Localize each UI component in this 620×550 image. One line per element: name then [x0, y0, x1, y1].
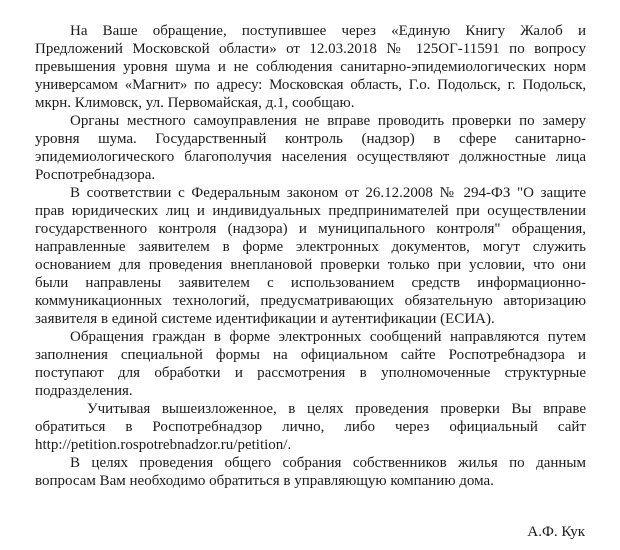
paragraph-conclusion [35, 400, 586, 454]
text-line: универсамом «Магнит» по адресу: Московская область, Г.о. Подольск, г. Подольск, [35, 77, 586, 93]
text-line: государственного контроля (надзора) и муниципального контроля" обращения, [35, 221, 586, 237]
text-line: были направлены заявителем с использованием средств информационно- [35, 275, 586, 291]
text-line: поступают для обработки и рассмотрения в уполномоченные структурные [35, 365, 586, 381]
text-line: вопросам Вам необходимо обратиться в управляющую компанию дома. [35, 473, 494, 489]
text-line: На Ваше обращение, поступившее через «Единую Книгу Жалоб и [70, 23, 586, 39]
text-line: мкрн. Климовск, ул. Первомайская, д.1, сообщаю. [35, 95, 355, 111]
text-line: Органы местного самоуправления не вправе проводить проверки по замеру [70, 113, 586, 129]
text-line: Предложений Московской области» от 12.03.2018 № 125ОГ-11591 по вопросу [35, 41, 586, 57]
paragraph-owners-meeting [35, 454, 586, 490]
text-line: В целях проведения общего собрания собственников жилья по данным [70, 455, 586, 471]
text-line: Обращения граждан в форме электронных сообщений направляются путем [70, 329, 586, 345]
text-line: обратиться в Роспотребнадзор лично, либо через официальный сайт [35, 419, 586, 435]
text-line: Учитывая вышеизложенное, в целях проведения проверки Вы вправе [87, 401, 586, 417]
paragraph-electronic-requests [35, 328, 586, 400]
signature: А.Ф. Кук [527, 524, 585, 540]
text-line: уровня шума. Государственный контроль (надзор) в сфере санитарно- [35, 131, 586, 147]
petition-url: http://petition.rospotrebnadzor.ru/petition/. [35, 437, 292, 453]
text-line: В соответствии с Федеральным законом от 26.12.2008 № 294-ФЗ "О защите [70, 185, 586, 201]
text-line: направленные заявителем в форме электронных документов, могут служить [35, 239, 586, 255]
text-line: коммуникационных технологий, предусматривающих обязательную авторизацию [35, 293, 586, 309]
text-line: Роспотребнадзора. [35, 167, 156, 183]
paragraph-request-reference [35, 22, 586, 112]
letter-body [35, 22, 586, 490]
text-line: заявителя в единой системе идентификации и аутентификации (ЕСИА). [35, 311, 495, 327]
text-line: прав юридических лиц и индивидуальных предпринимателей при осуществлении [35, 203, 586, 219]
paragraph-federal-law [35, 184, 586, 328]
text-line: эпидемиологического благополучия населения осуществляют должностные лица [35, 149, 586, 165]
text-line: превышения уровня шума и не соблюдения санитарно-эпидемиологических норм [35, 59, 586, 75]
paragraph-authority [35, 112, 586, 184]
text-line: основанием для проведения внеплановой проверки только при условии, что они [35, 257, 586, 273]
text-line: заполнения специальной формы на официальном сайте Роспотребнадзора и [35, 347, 586, 363]
text-line: подразделения. [35, 383, 133, 399]
